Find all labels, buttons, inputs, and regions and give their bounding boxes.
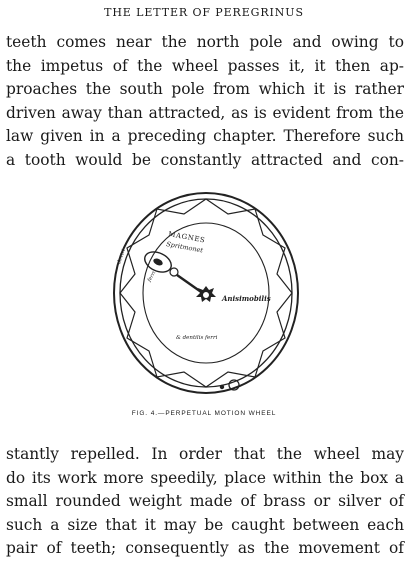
text-line: pair of teeth; consequently as the movement of (6, 539, 404, 558)
hub-center (203, 292, 210, 299)
label-spiritmonet: Spritmonet (165, 240, 204, 255)
label-anisimobile: Anisimobilis (222, 294, 271, 303)
label-magnes: MAGNES (167, 230, 206, 245)
text-line: law given in a preceding chapter. Therefore such (6, 127, 404, 146)
text-line: such a size that it may be caught between each (6, 515, 404, 534)
text-line: proaches the south pole from which it is rather (6, 80, 404, 99)
text-line: do its work more speedily, place within the box a (6, 468, 404, 487)
running-header: THE LETTER OF PEREGRINUS (104, 6, 304, 19)
magnet-core (152, 257, 164, 267)
figure-caption: FIG. 4.—PERPETUAL MOTION WHEEL (131, 410, 277, 417)
paragraph-top (6, 31, 404, 173)
label-left-note-2: ferri (146, 270, 158, 283)
paragraph-bottom (6, 443, 404, 561)
label-bottom-note: & dentilis ferri (176, 335, 218, 341)
text-line: a tooth would be constantly attracted and con- (6, 150, 404, 169)
label-left-note: dextri (116, 248, 128, 265)
counterweight-small (220, 385, 224, 389)
text-line: small rounded weight made of brass or silver of (6, 492, 404, 511)
text-line: stantly repelled. In order that the wheel may (6, 445, 404, 463)
text-line: teeth comes near the north pole and owing to (6, 33, 404, 51)
perpetual-motion-wheel-figure (110, 186, 302, 398)
small-ring (170, 268, 178, 276)
text-line: the impetus of the wheel passes it, it then ap- (6, 56, 404, 75)
text-line: driven away than attracted, as is evident from the (6, 103, 404, 122)
